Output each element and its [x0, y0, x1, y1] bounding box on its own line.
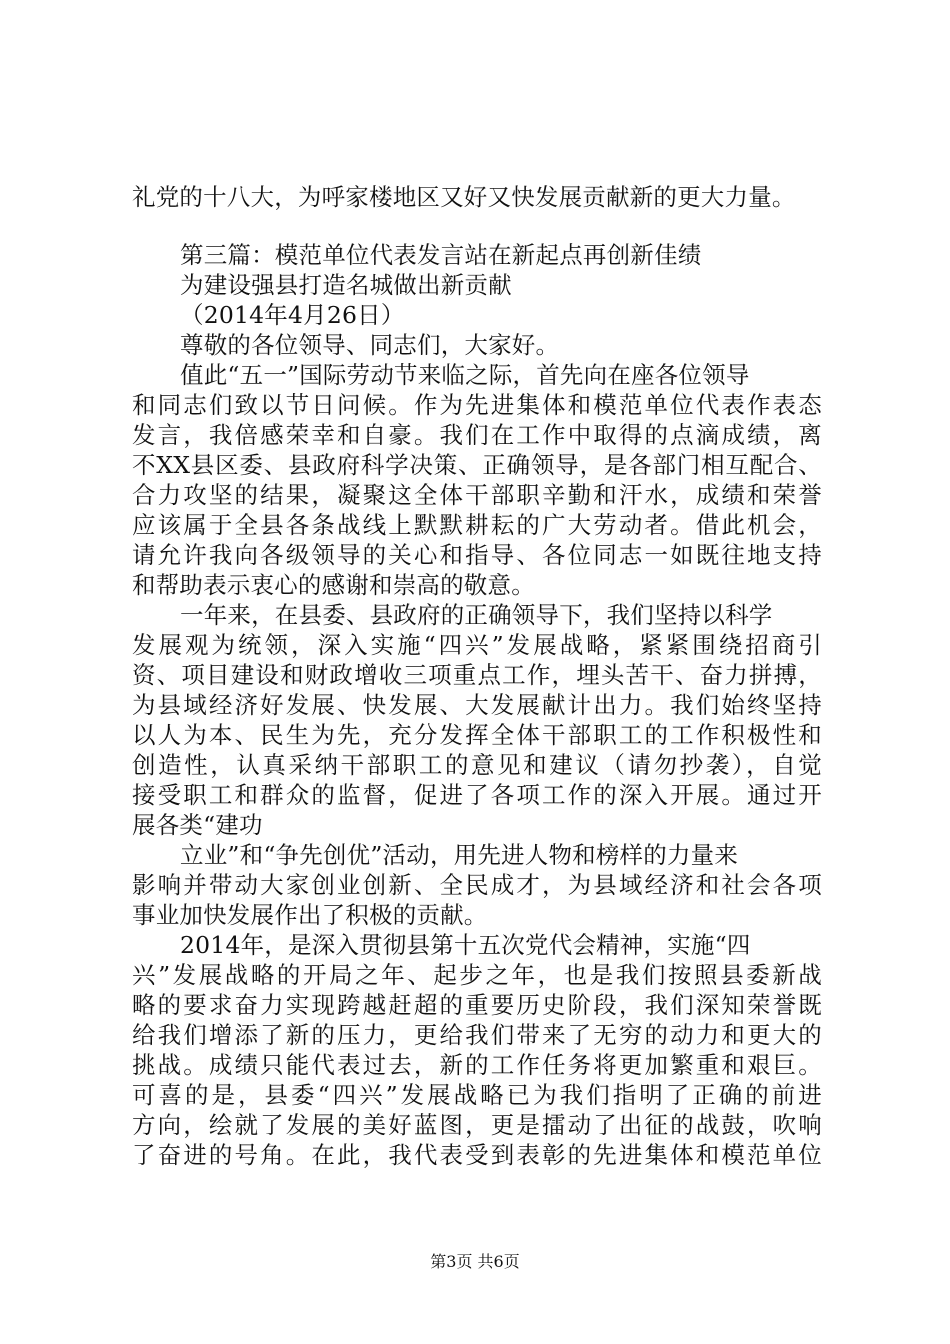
text-line: 以人为本、民生为先，充分发挥全体干部职工的工作积极性和 [132, 721, 822, 749]
text-line: 挑战。成绩只能代表过去，新的工作任务将更加繁重和艰巨。 [132, 1051, 822, 1079]
text-line: 创造性，认真采纳干部职工的意见和建议（请勿抄袭），自觉 [132, 751, 822, 779]
text-line: 事业加快发展作出了积极的贡献。 [132, 901, 488, 929]
text-line: 发言，我倍感荣幸和自豪。我们在工作中取得的点滴成绩，离 [132, 421, 822, 449]
text-line: 值此“五一”国际劳动节来临之际，首先向在座各位领导 [180, 361, 750, 389]
text-line: 为县域经济好发展、快发展、大发展献计出力。我们始终坚持 [132, 691, 822, 719]
text-line: 一年来，在县委、县政府的正确领导下，我们坚持以科学 [180, 601, 773, 629]
text-line: 可喜的是，县委“四兴”发展战略已为我们指明了正确的前进 [132, 1081, 822, 1109]
text-line: 影响并带动大家创业创新、全民成才，为县域经济和社会各项 [132, 871, 822, 899]
text-line: 礼党的十八大，为呼家楼地区又好又快发展贡献新的更大力量。 [132, 183, 796, 211]
text-line: 和帮助表示衷心的感谢和崇高的敬意。 [132, 571, 535, 599]
text-line: 和同志们致以节日问候。作为先进集体和模范单位代表作表态 [132, 391, 822, 419]
section-subheading: 为建设强县打造名城做出新贡献 [180, 271, 512, 299]
text-line: 发展观为统领，深入实施“四兴”发展战略，紧紧围绕招商引 [132, 631, 822, 659]
text-line: 2014年，是深入贯彻县第十五次党代会精神，实施“四 [180, 931, 751, 959]
text-line: 兴”发展战略的开局之年、起步之年，也是我们按照县委新战 [132, 961, 822, 989]
text-line: 请允许我向各级领导的关心和指导、各位同志一如既往地支持 [132, 541, 822, 569]
speech-date: （2014年4月26日） [180, 301, 405, 329]
page-footer: 第3页 共6页 [430, 1252, 520, 1271]
text-line: 立业”和“争先创优”活动，用先进人物和榜样的力量来 [180, 841, 739, 869]
text-line: 资、项目建设和财政增收三项重点工作，埋头苦干、奋力拼搏， [132, 661, 822, 689]
text-line: 略的要求奋力实现跨越赶超的重要历史阶段，我们深知荣誉既 [132, 991, 822, 1019]
text-line: 给我们增添了新的压力，更给我们带来了无穷的动力和更大的 [132, 1021, 822, 1049]
text-line: 不XX县区委、县政府科学决策、正确领导，是各部门相互配合、 [132, 451, 822, 479]
section-heading: 第三篇：模范单位代表发言站在新起点再创新佳绩 [180, 241, 702, 269]
text-line: 了奋进的号角。在此，我代表受到表彰的先进集体和模范单位 [132, 1141, 822, 1169]
salutation: 尊敬的各位领导、同志们，大家好。 [180, 331, 560, 359]
text-line: 展各类“建功 [132, 811, 263, 839]
text-line: 接受职工和群众的监督，促进了各项工作的深入开展。通过开 [132, 781, 822, 809]
text-line: 应该属于全县各条战线上默默耕耘的广大劳动者。借此机会， [132, 511, 822, 539]
text-line: 方向，绘就了发展的美好蓝图，更是擂动了出征的战鼓，吹响 [132, 1111, 822, 1139]
text-line: 合力攻坚的结果，凝聚这全体干部职辛勤和汗水，成绩和荣誉 [132, 481, 822, 509]
